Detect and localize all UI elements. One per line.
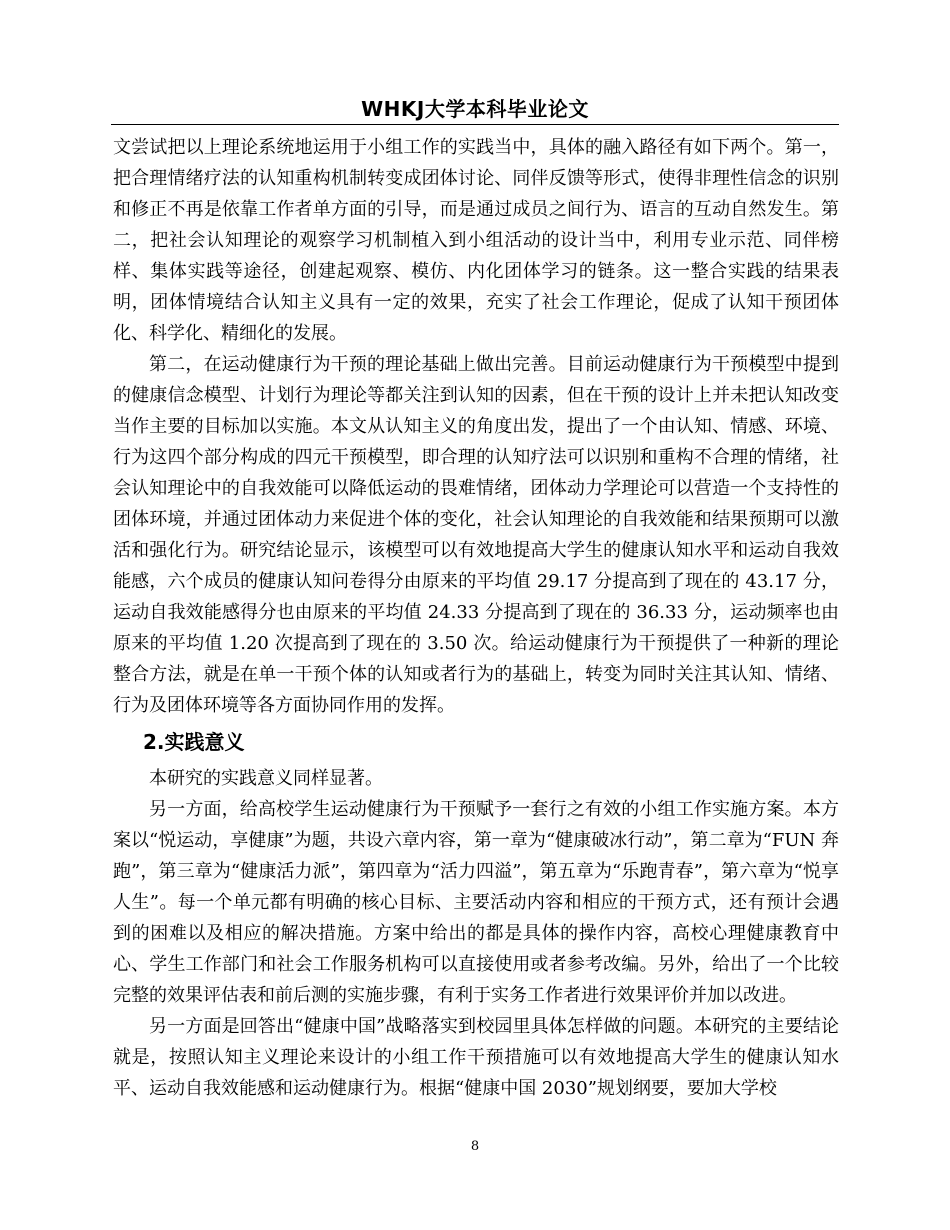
body-text [113,132,839,1104]
page-number: 8 [470,1139,480,1154]
paragraph-program-plan: 另一方面，给高校学生运动健康行为干预赋予一套行之有效的小组工作实施方案。本方案以“悦运动，享健康”为题，共设六章内容，第一章为“健康破冰行动”，第二章为“FUN 奔跑”，第三章为“健康活力派”，第四章为“活力四溢”，第五章为“乐跑青春”，第六章为“悦享人生”。每一个单元都有明确的核心目标、主要活动内容和相应的干预方式，还有预计会遇到的困难以及相应的解决措施。方案中给出的都是具体的操作内容，高校心理健康教育中心、学生工作部门和社会工作服务机构可以直接使用或者参考改编。另外，给出了一个比较完整的效果评估表和前后测的实施步骤，有利于实务工作者进行效果评价并加以改进。 [113,799,839,1006]
header-divider [111,124,839,125]
paragraph-healthy-china: 另一方面是回答出“健康中国”战略落实到校园里具体怎样做的问题。本研究的主要结论就是，按照认知主义理论来设计的小组工作干预措施可以有效地提高大学生的健康认知水平、运动自我效能感和运动健康行为。根据“健康中国 2030”规划纲要，要加大学校 [113,1016,839,1099]
paragraph-theory-contribution: 第二，在运动健康行为干预的理论基础上做出完善。目前运动健康行为干预模型中提到的健康信念模型、计划行为理论等都关注到认知的因素，但在干预的设计上并未把认知改变当作主要的目标加以实施。本文从认知主义的角度出发，提出了一个由认知、情感、环境、行为这四个部分构成的四元干预模型，即合理的认知疗法可以识别和重构不合理的情绪，社会认知理论中的自我效能可以降低运动的畏难情绪，团体动力学理论可以营造一个支持性的团体环境，并通过团体动力来促进个体的变化，社会认知理论的自我效能和结果预期可以激活和强化行为。研究结论显示，该模型可以有效地提高大学生的健康认知水平和运动自我效能感，六个成员的健康认知问卷得分由原来的平均值 29.17 分提高到了现在的 43.17 分，运动自我效能感得分也由原来的平均值 24.33 分提高到了现在的 36.33 分，运动频率也由原来的平均值 1.20 次提高到了现在的 3.50 次。给运动健康行为干预提供了一种新的理论整合方法，就是在单一干预个体的认知或者行为的基础上，转变为同时关注其认知、情绪、行为及团体环境等各方面协同作用的发挥。 [113,354,839,716]
paragraph-practical-intro: 本研究的实践意义同样显著。 [149,768,383,789]
running-header-title: WHKJ大学本科毕业论文 [361,97,589,121]
paragraph-continuation: 文尝试把以上理论系统地运用于小组工作的实践当中，具体的融入路径有如下两个。第一，把合理情绪疗法的认知重构机制转变成团体讨论、同伴反馈等形式，使得非理性信念的识别和修正不再是依靠工作者单方面的引导，而是通过成员之间行为、语言的互动自然发生。第二，把社会认知理论的观察学习机制植入到小组活动的设计当中，利用专业示范、同伴榜样、集体实践等途径，创建起观察、模仿、内化团体学习的链条。这一整合实践的结果表明，团体情境结合认知主义具有一定的效果，充实了社会工作理论，促成了认知干预团体化、科学化、精细化的发展。 [113,137,839,344]
section-heading-practical-significance: 2.实践意义 [143,730,245,754]
